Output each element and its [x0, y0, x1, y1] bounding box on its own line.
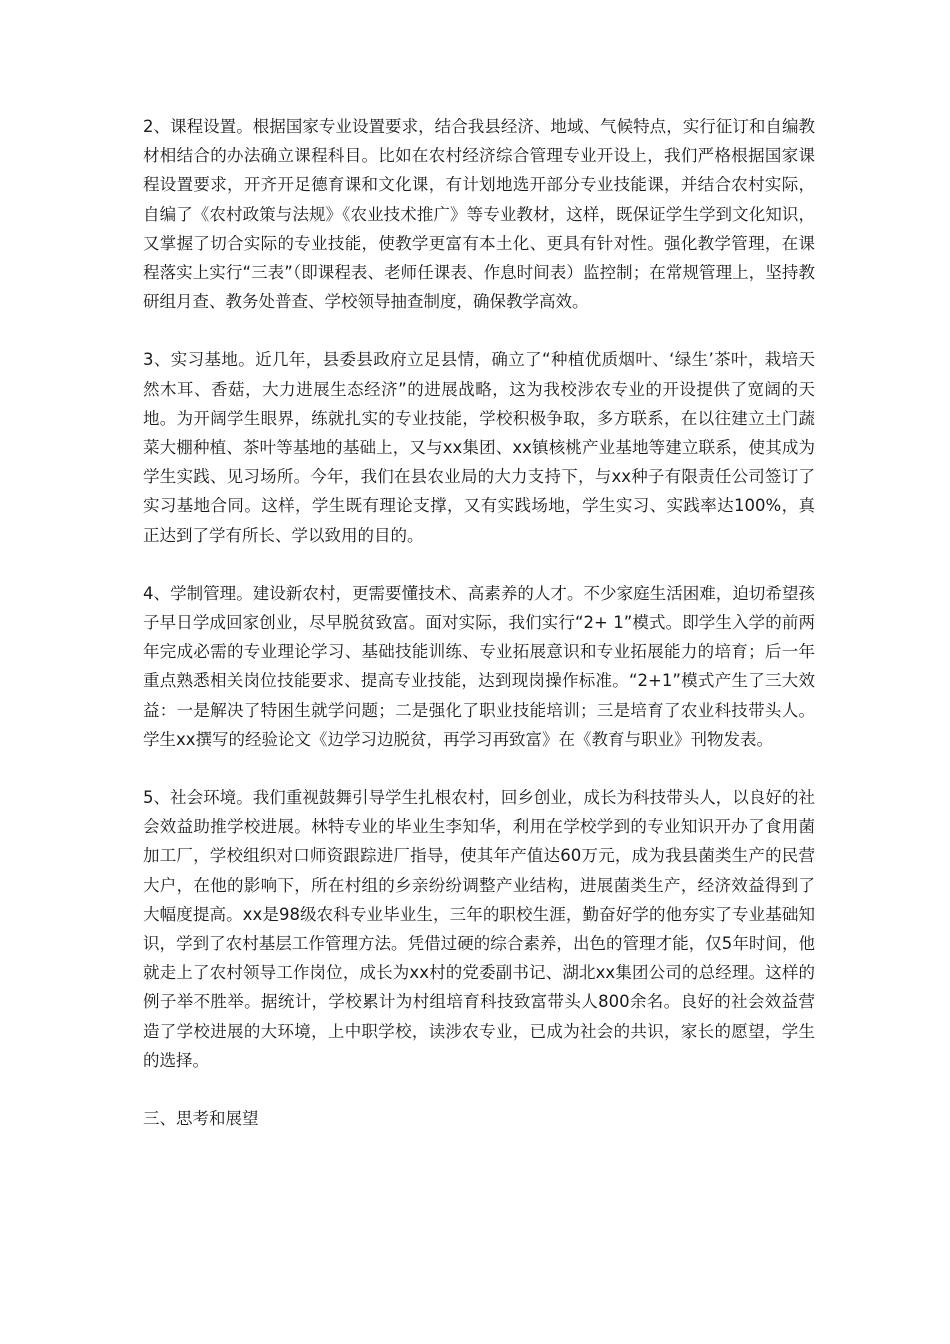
paragraph-academic-system: 4、学制管理。建设新农村，更需要懂技术、高素养的人才。不少家庭生活困难，迫切希望孩子早日学成回家创业，尽早脱贫致富。面对实际，我们实行“2+ 1”模式。即学生入学的前两年完成必需的专业理论学习、基础技能训练、专业拓展意识和专业拓展能力的培育；后一年重点熟悉相关岗位技能要求、提高专业技能，达到现岗操作标准。“2+1”模式产生了三大效益：一是解决了特困生就学问题；二是强化了职业技能培训；三是培育了农业科技带头人。学生xx撰写的经验论文《边学习边脱贫，再学习再致富》在《教育与职业》刊物发表。	[143, 583, 815, 749]
paragraph-internship-base: 3、实习基地。近几年，县委县政府立足县情，确立了“种植优质烟叶、‘绿生’茶叶，栽培天然木耳、香菇，大力进展生态经济”的进展战略，这为我校涉农专业的开设提供了宽阔的天地。为开阔学生眼界，练就扎实的专业技能，学校积极争取，多方联系，在以往建立土门蔬菜大棚种植、茶叶等基地的基础上，又与xx集团、xx镇核桃产业基地等建立联系，使其成为学生实践、见习场所。今年，我们在县农业局的大力支持下，与xx种子有限责任公司签订了实习基地合同。这样，学生既有理论支撑，又有实践场地，学生实习、实践率达100%，真正达到了学有所长、学以致用的目的。	[143, 350, 815, 545]
section-heading: 三、思考和展望	[143, 1109, 259, 1129]
paragraph-social-environment: 5、社会环境。我们重视鼓舞引导学生扎根农村，回乡创业，成长为科技带头人，以良好的社会效益助推学校进展。林特专业的毕业生李知华，利用在学校学到的专业知识开办了食用菌加工厂，学校组织对口师资跟踪进厂指导，使其年产值达60万元，成为我县菌类生产的民营大户，在他的影响下，所在村组的乡亲纷纷调整产业结构，进展菌类生产，经济效益得到了大幅度提高。xx是98级农科专业毕业生，三年的职校生涯，勤奋好学的他夯实了专业基础知识，学到了农村基层工作管理方法。凭借过硬的综合素养，出色的管理才能，仅5年时间，他就走上了农村领导工作岗位，成长为xx村的党委副书记、湖北xx集团公司的总经理。这样的例子举不胜举。据统计，学校累计为村组培育科技致富带头人800余名。良好的社会效益营造了学校进展的大环境，上中职学校，读涉农专业，已成为社会的共识，家长的愿望，学生的选择。	[143, 788, 815, 1070]
paragraph-course-setting: 2、课程设置。根据国家专业设置要求，结合我县经济、地域、气候特点，实行征订和自编教材相结合的办法确立课程科目。比如在农村经济综合管理专业开设上，我们严格根据国家课程设置要求，开齐开足德育课和文化课，有计划地选开部分专业技能课，并结合农村实际，自编了《农村政策与法规》《农业技术推广》等专业教材，这样，既保证学生学到文化知识，又掌握了切合实际的专业技能，使教学更富有本土化、更具有针对性。强化教学管理，在课程落实上实行“三表”（即课程表、老师任课表、作息时间表）监控制；在常规管理上，坚持教研组月查、教务处普查、学校领导抽查制度，确保教学高效。	[143, 117, 815, 312]
document-body	[143, 112, 815, 1133]
